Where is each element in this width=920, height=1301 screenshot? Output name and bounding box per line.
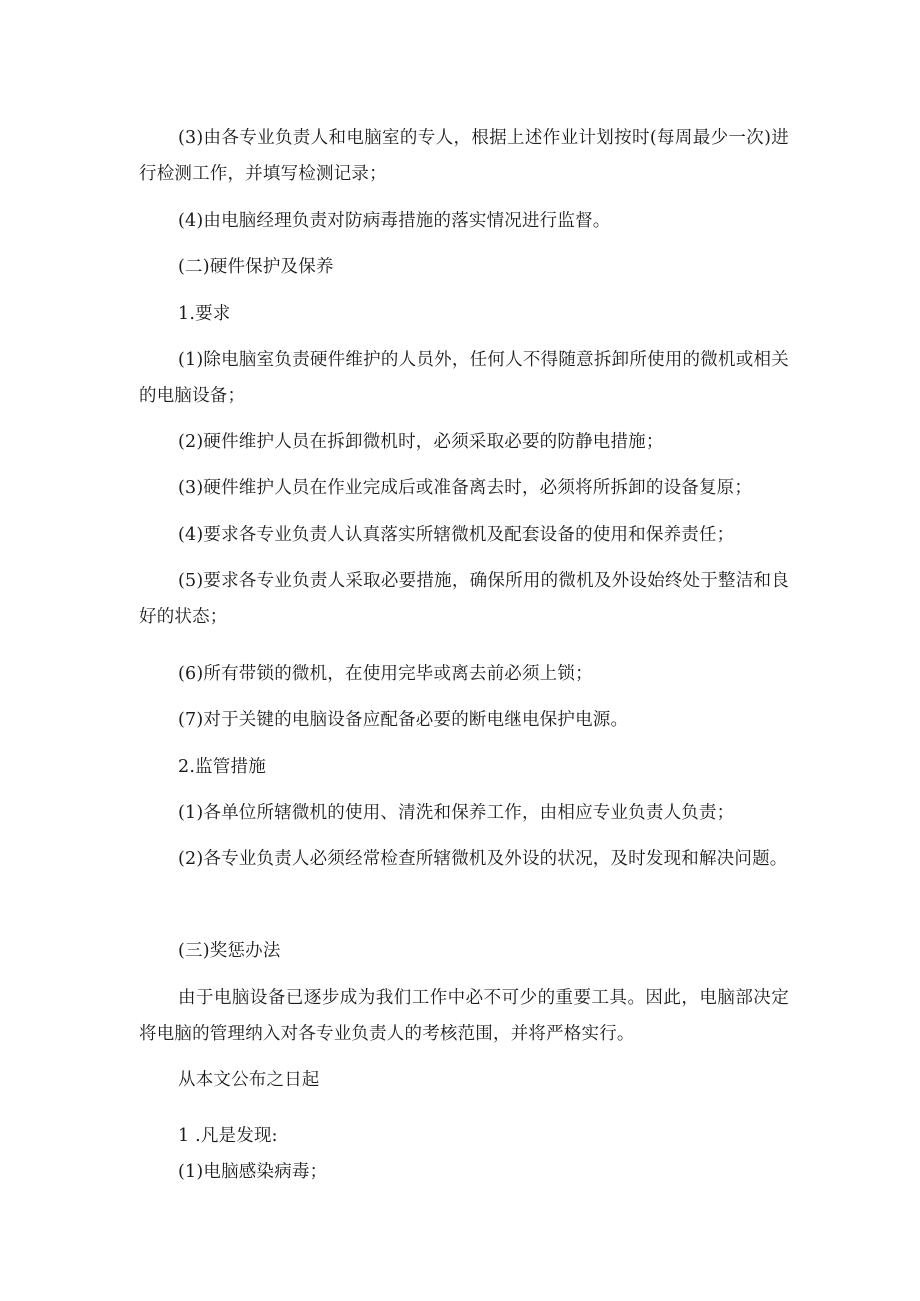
paragraph-rewards-intro: 由于电脑设备已逐步成为我们工作中必不可少的重要工具。因此，电脑部决定将电脑的管理纳入对各专业负责人的考核范围，并将严格实行。 xyxy=(139,988,789,1044)
paragraph-requirement-1: (1)除电脑室负责硬件维护的人员外，任何人不得随意拆卸所使用的微机或相关的电脑设备； xyxy=(139,350,789,406)
list-item-found: 1 .凡是发现: xyxy=(178,1126,278,1146)
list-item-virus: (1)电脑感染病毒； xyxy=(178,1162,328,1182)
section-heading-hardware: (二)硬件保护及保养 xyxy=(178,257,334,277)
paragraph-antivirus-3: (3)由各专业负责人和电脑室的专人，根据上述作业计划按时(每周最少一次)进行检测工作，并填写检测记录； xyxy=(139,128,789,184)
paragraph-requirement-4: (4)要求各专业负责人认真落实所辖微机及配套设备的使用和保养责任； xyxy=(178,525,735,545)
paragraph-antivirus-4: (4)由电脑经理负责对防病毒措施的落实情况进行监督。 xyxy=(178,211,611,231)
paragraph-supervision-1: (1)各单位所辖微机的使用、清洗和保养工作，由相应专业负责人负责； xyxy=(178,803,735,823)
paragraph-effective-date: 从本文公布之日起 xyxy=(178,1070,320,1090)
paragraph-supervision-2: (2)各专业负责人必须经常检查所辖微机及外设的状况，及时发现和解决问题。 xyxy=(178,849,788,869)
paragraph-requirement-6: (6)所有带锁的微机，在使用完毕或离去前必须上锁； xyxy=(178,664,593,684)
paragraph-requirement-5: (5)要求各专业负责人采取必要措施，确保所用的微机及外设始终处于整洁和良好的状态； xyxy=(139,571,789,627)
paragraph-requirement-2: (2)硬件维护人员在拆卸微机时，必须采取必要的防静电措施； xyxy=(178,432,664,452)
section-heading-rewards: (三)奖惩办法 xyxy=(178,941,281,961)
subheading-supervision: 2.监管措施 xyxy=(178,757,266,777)
subheading-requirements: 1.要求 xyxy=(178,304,231,324)
paragraph-requirement-7: (7)对于关键的电脑设备应配备必要的断电继电保护电源。 xyxy=(178,710,629,730)
paragraph-requirement-3: (3)硬件维护人员在作业完成后或准备离去时，必须将所拆卸的设备复原； xyxy=(178,478,753,498)
